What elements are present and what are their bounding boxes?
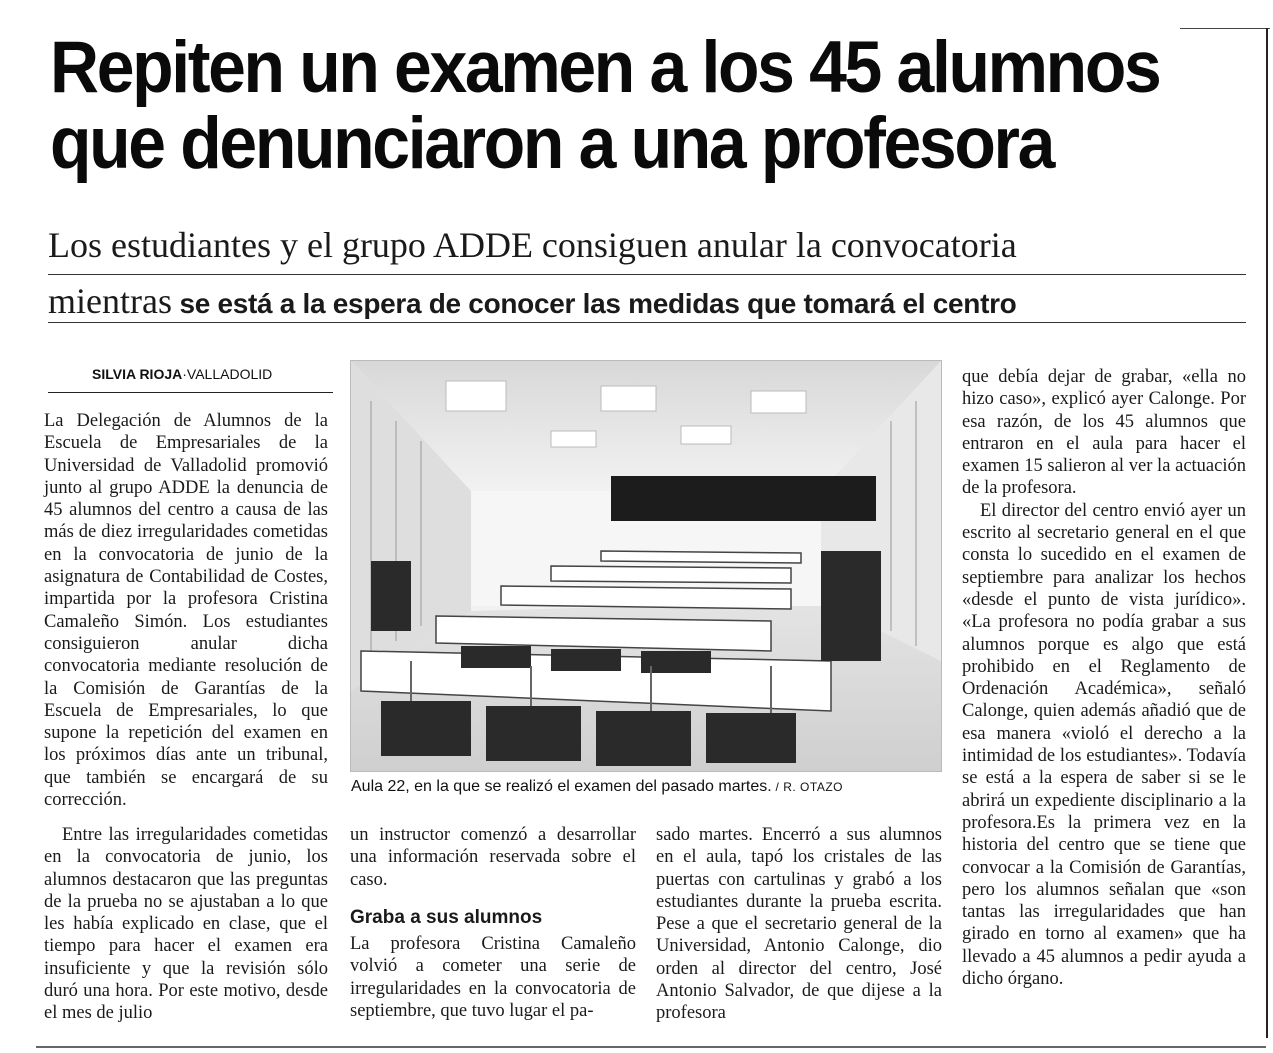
classroom-illustration — [351, 361, 941, 771]
article-paragraph: que debía dejar de grabar, «ella no hizo caso», explicó ayer Calonge. Por esa razón, de los 45 alumnos que entraron en el aula para hacer el examen 15 salieron al ver la actuación de la profesora. — [962, 367, 1246, 499]
byline-location: VALLADOLID — [186, 366, 273, 382]
frame-top-rule — [1180, 28, 1270, 29]
photo-credit: / R. OTAZO — [771, 780, 843, 794]
byline-separator: · — [182, 366, 187, 382]
article-paragraph: sado martes. Encerró a sus alumnos en el aula, tapó los cristales de las puertas con cartulinas y grabó a los estudiantes durante la prueba escrita. Pese a que el secretario general de la Universidad, Antonio Calonge, dio orden al director del centro, José Antonio Salvador, de que dijese a la profesora — [656, 825, 942, 1024]
article-paragraph: La profesora Cristina Camaleño volvió a cometer una serie de irregularidades en la convocatoria de septiembre, que tuvo lugar el pa- — [350, 934, 636, 1022]
byline-author: SILVIA RIOJA — [92, 366, 183, 382]
frame-bottom-rule — [36, 1046, 1266, 1048]
headline-line-2: que denunciaron a una profesora — [50, 103, 1054, 184]
headline-line-1: Repiten un examen a los 45 alumnos — [50, 27, 1160, 108]
article-column-1 — [44, 410, 328, 811]
article-column-4 — [962, 366, 1246, 990]
section-subhead: Graba a sus alumnos — [350, 906, 543, 928]
frame-right-rule — [1266, 28, 1268, 1038]
classroom-photo — [350, 360, 942, 772]
article-paragraph: Entre las irregularidades cometidas en la convocatoria de junio, los alumnos destacaron que las preguntas de la prueba no se ajustaban a lo que les había explicado en clase, que el tiempo para hacer el examen era insuficiente y que la revisión sólo duró una hora. Por este motivo, desde el mes de julio — [44, 825, 328, 1024]
subheadline-rule-2 — [48, 322, 1246, 323]
subheadline-rule-1 — [48, 274, 1246, 275]
subheadline-line-1: Los estudiantes y el grupo ADDE consiguen anular la convocatoria — [48, 225, 1017, 265]
article-column-2 — [350, 824, 636, 1022]
subheadline-light-text: mientras — [48, 281, 172, 321]
caption-text: Aula 22, en la que se realizó el examen del pasado martes. — [351, 778, 772, 795]
byline-rule — [48, 392, 333, 393]
article-paragraph: un instructor comenzó a desarrollar una información reservada sobre el caso. — [350, 825, 636, 890]
subheadline-bold-text: se está a la espera de conocer las medidas que tomará el centro — [171, 288, 1017, 319]
byline — [92, 366, 272, 382]
headline — [50, 27, 1166, 184]
photo-caption — [351, 778, 951, 796]
article-column-1-continued — [44, 824, 328, 1025]
article-paragraph: El director del centro envió ayer un escrito al secretario general en el que consta lo sucedido en el examen de septiembre para analizar los hechos «desde el punto de vista jurídico». «La profesora no podía grabar a sus alumnos porque es algo que está prohibido en el Reglamento de Ordenación Académica», señaló Calonge, quien además añadió que de esa manera «violó el derecho a la intimidad de los estudiantes». Todavía se está a la espera de saber si se le abrirá un expediente disciplinario a la profesora.Es la primera vez en la historia del centro que se tiene que convocar a la Comisión de Garantías, pero los alumnos señalan que «son tantas las irregularidades que han girado en torno al examen» que ha llevado a 45 alumnos a pedir ayuda a dicho órgano. — [962, 500, 1246, 990]
article-paragraph: La Delegación de Alumnos de la Escuela de Empresariales de la Universidad de Valladolid promovió junto al grupo ADDE la denuncia de 45 alumnos del centro a causa de las más de diez irregularidades cometidas en la convocatoria de junio de la asignatura de Contabilidad de Costes, impartida por la profesora Cristina Camaleño Simón. Los estudiantes consiguieron anular dicha convocatoria mediante resolución de la Comisión de Garantías de la Escuela de Empresariales, lo que supone la repetición del examen en los próximos días ante un tribunal, que también se encargará de su corrección. — [44, 411, 328, 811]
article-column-3 — [656, 824, 942, 1025]
subheadline-line-2 — [48, 280, 1248, 324]
